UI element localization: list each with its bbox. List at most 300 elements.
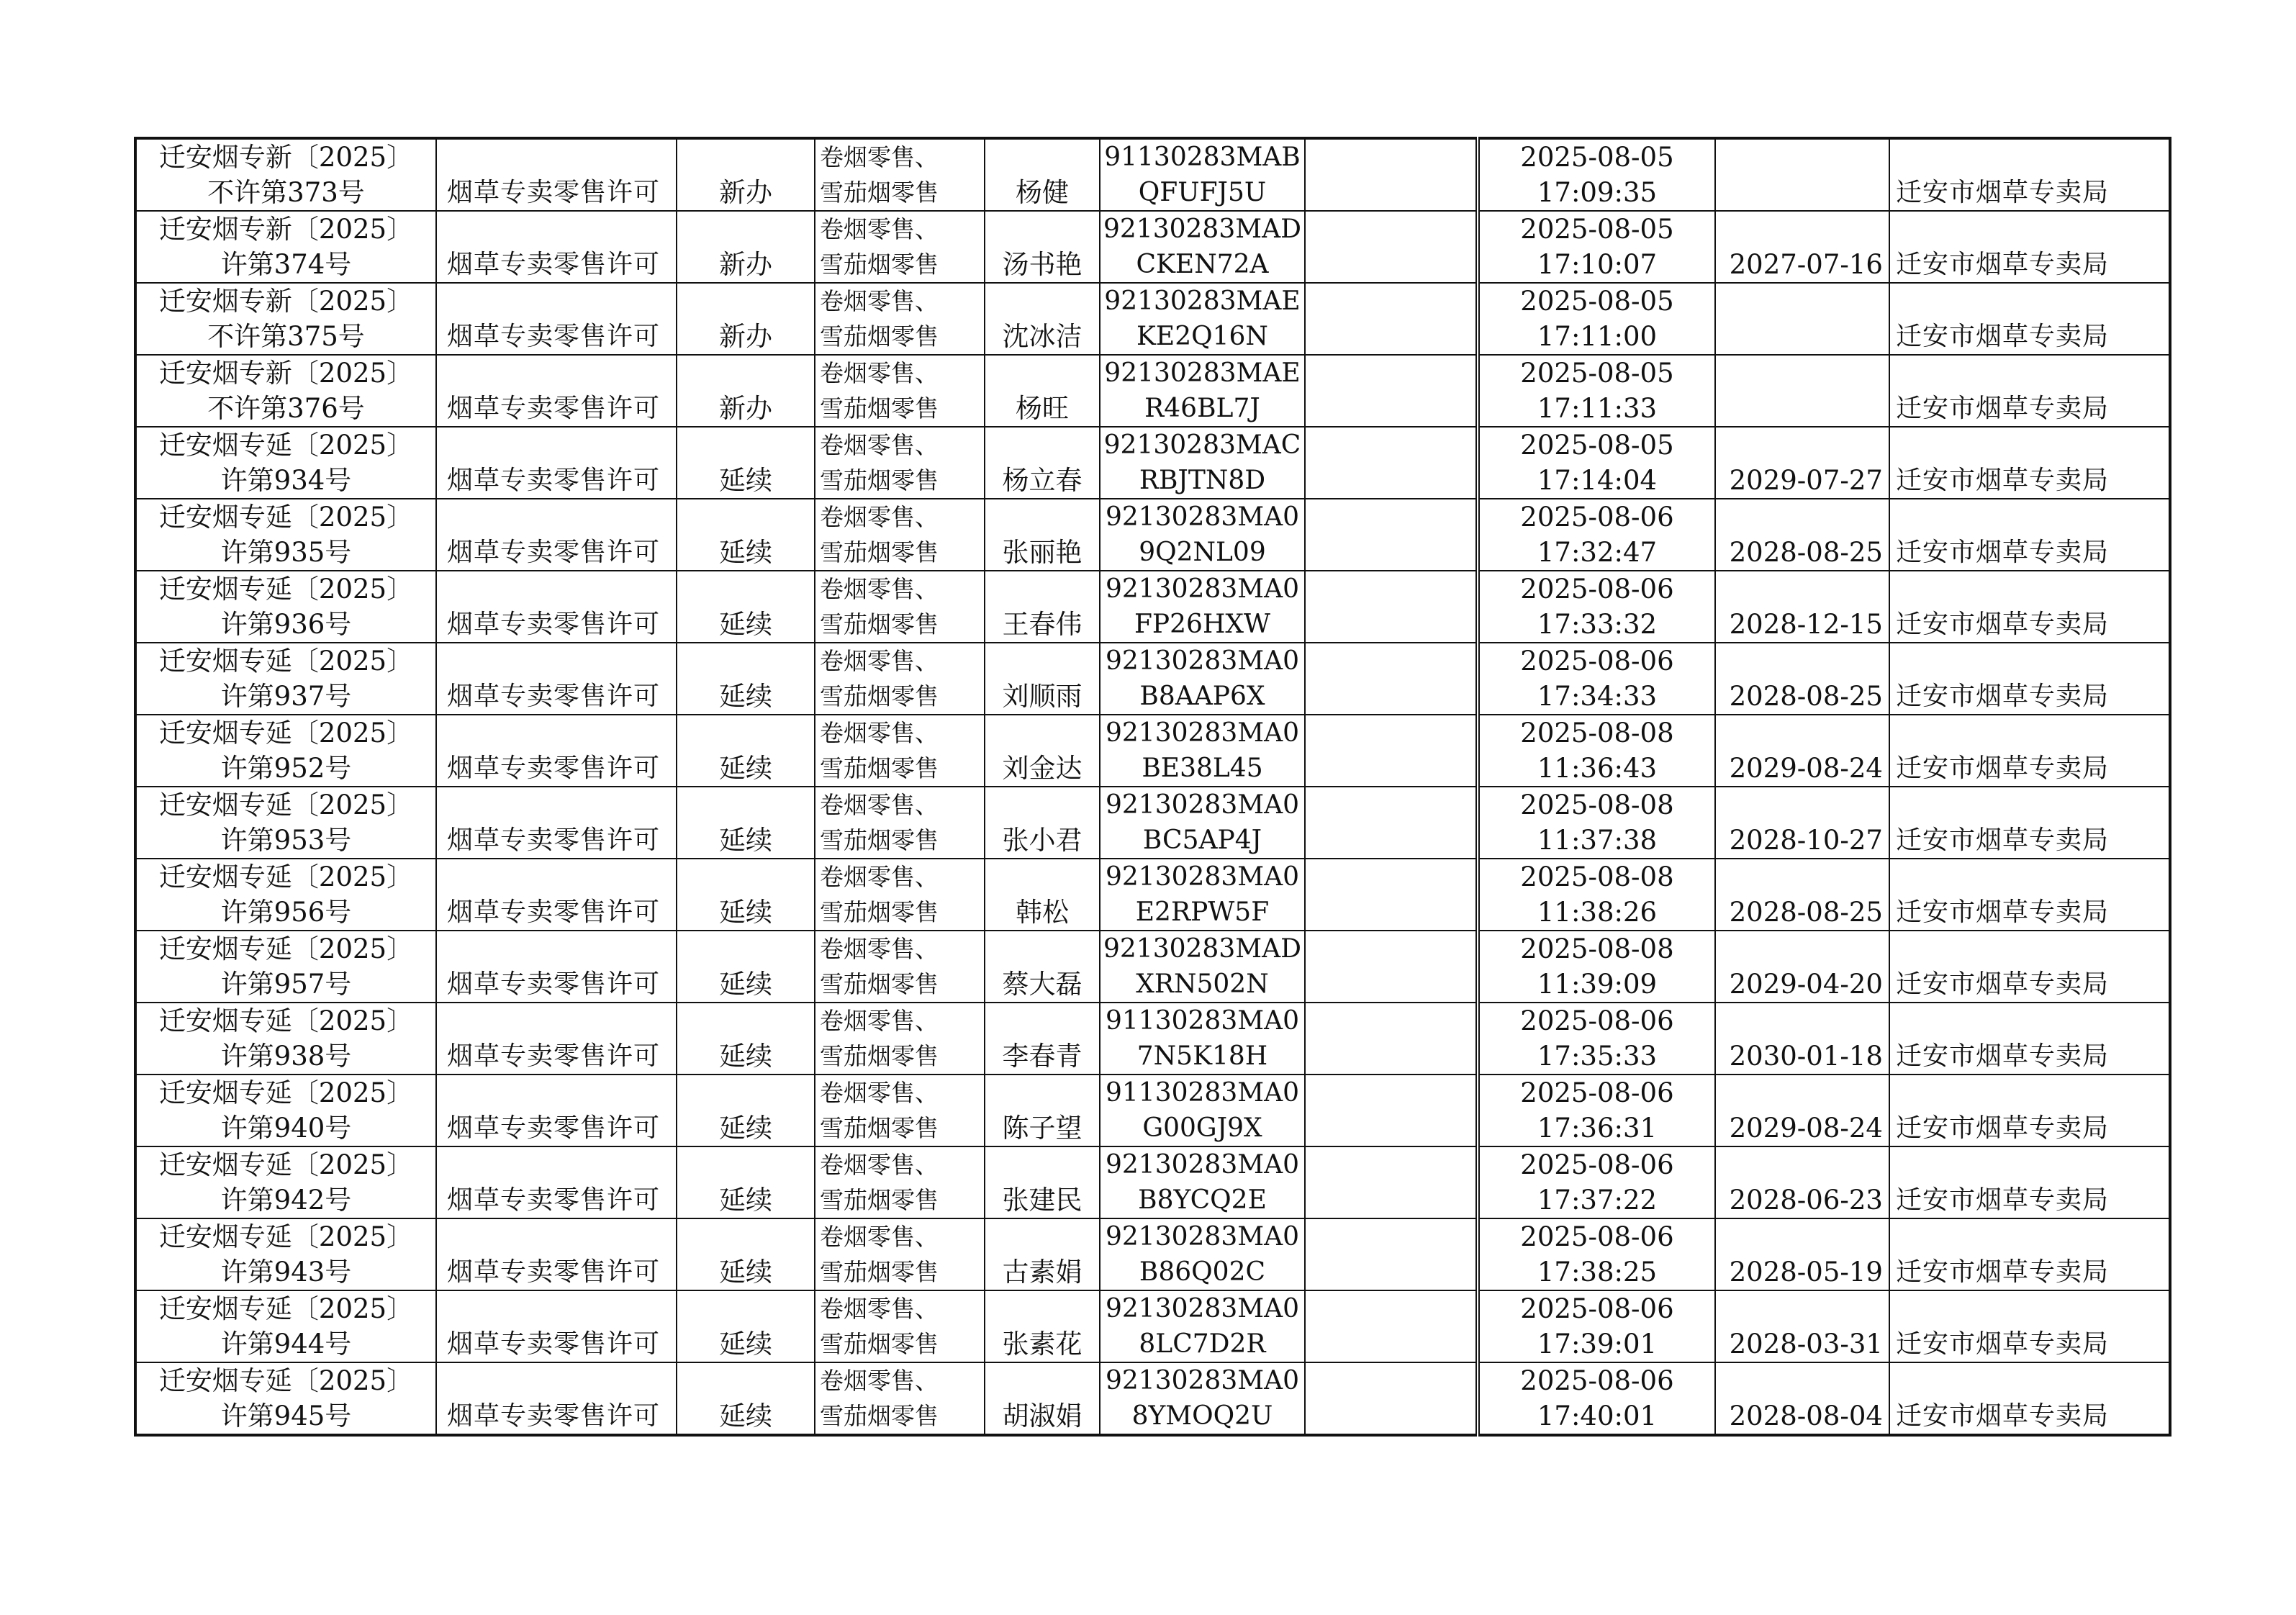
license-number-cell	[135, 1003, 436, 1075]
credit-code-line1: 92130283MA0	[1105, 862, 1299, 892]
business-scope-line2: 雪茄烟零售	[820, 322, 939, 350]
decision-date: 2025-08-05	[1520, 142, 1674, 173]
credit-code-line2: R46BL7J	[1144, 394, 1260, 423]
license-number-line1: 迁安烟专新〔2025〕	[158, 358, 414, 389]
decision-time: 17:11:33	[1537, 393, 1658, 424]
table-row	[135, 1003, 2170, 1075]
license-type-cell: 烟草专卖零售许可	[436, 859, 677, 931]
license-type-cell: 烟草专卖零售许可	[436, 571, 677, 643]
license-type-cell: 烟草专卖零售许可	[436, 1362, 677, 1435]
license-number-line1: 迁安烟专新〔2025〕	[158, 214, 414, 245]
blank-cell	[1305, 643, 1478, 715]
license-number-line2: 许第938号	[220, 1041, 352, 1072]
credit-code-cell	[1100, 1146, 1305, 1218]
decision-date: 2025-08-06	[1520, 574, 1674, 605]
credit-code-line2: B86Q02C	[1139, 1257, 1266, 1287]
business-scope-line1: 卷烟零售、	[820, 215, 939, 243]
decision-date: 2025-08-05	[1520, 286, 1674, 317]
category-cell: 延续	[677, 571, 815, 643]
decision-date: 2025-08-08	[1520, 861, 1674, 892]
credit-code-line2: BC5AP4J	[1142, 825, 1262, 855]
decision-time-cell	[1478, 715, 1715, 787]
decision-time-cell	[1478, 138, 1715, 211]
blank-cell	[1305, 1290, 1478, 1362]
license-type-cell: 烟草专卖零售许可	[436, 1146, 677, 1218]
business-scope-cell	[815, 427, 985, 499]
credit-code-line1: 92130283MA0	[1105, 1222, 1299, 1252]
blank-cell	[1305, 427, 1478, 499]
business-scope-cell	[815, 1146, 985, 1218]
holder-name-cell: 张小君	[985, 787, 1100, 859]
blank-cell	[1305, 1003, 1478, 1075]
license-type-cell: 烟草专卖零售许可	[436, 499, 677, 571]
table-row	[135, 427, 2170, 499]
license-type-cell: 烟草专卖零售许可	[436, 1075, 677, 1146]
business-scope-cell	[815, 283, 985, 355]
blank-cell	[1305, 283, 1478, 355]
license-number-line2: 不许第375号	[207, 321, 365, 352]
blank-cell	[1305, 1146, 1478, 1218]
license-number-line1: 迁安烟专延〔2025〕	[158, 790, 414, 820]
decision-time: 11:37:38	[1537, 825, 1658, 856]
holder-name-cell: 陈子望	[985, 1075, 1100, 1146]
license-number-line1: 迁安烟专延〔2025〕	[158, 933, 414, 964]
business-scope-cell	[815, 643, 985, 715]
business-scope-line2: 雪茄烟零售	[820, 538, 939, 566]
license-number-cell	[135, 283, 436, 355]
decision-time: 17:35:33	[1537, 1041, 1658, 1072]
business-scope-line2: 雪茄烟零售	[820, 970, 939, 998]
table-row	[135, 1218, 2170, 1290]
business-scope-cell	[815, 138, 985, 211]
decision-time-cell	[1478, 1075, 1715, 1146]
credit-code-cell	[1100, 211, 1305, 283]
business-scope-line2: 雪茄烟零售	[820, 1114, 939, 1142]
issuing-office-cell: 迁安市烟草专卖局	[1889, 571, 2170, 643]
blank-cell	[1305, 859, 1478, 931]
category-cell: 延续	[677, 1290, 815, 1362]
expiry-date-cell: 2029-07-27	[1715, 427, 1889, 499]
decision-time: 17:34:33	[1537, 681, 1658, 712]
decision-time: 17:33:32	[1537, 609, 1658, 640]
decision-time-cell	[1478, 283, 1715, 355]
table-row	[135, 571, 2170, 643]
credit-code-line1: 92130283MAE	[1104, 358, 1301, 388]
issuing-office-cell: 迁安市烟草专卖局	[1889, 1362, 2170, 1435]
decision-time: 17:14:04	[1537, 465, 1658, 496]
holder-name-cell: 古素娟	[985, 1218, 1100, 1290]
decision-time-cell	[1478, 859, 1715, 931]
credit-code-line2: E2RPW5F	[1135, 897, 1270, 927]
credit-code-line2: FP26HXW	[1134, 610, 1270, 639]
license-number-line1: 迁安烟专延〔2025〕	[158, 1221, 414, 1252]
credit-code-cell	[1100, 715, 1305, 787]
license-type-cell: 烟草专卖零售许可	[436, 211, 677, 283]
credit-code-line2: G00GJ9X	[1142, 1113, 1262, 1143]
license-type-cell: 烟草专卖零售许可	[436, 643, 677, 715]
license-number-line1: 迁安烟专新〔2025〕	[158, 142, 414, 173]
holder-name-cell: 汤书艳	[985, 211, 1100, 283]
credit-code-line1: 91130283MA0	[1105, 1078, 1299, 1108]
decision-time: 17:37:22	[1537, 1185, 1658, 1216]
credit-code-cell	[1100, 1218, 1305, 1290]
category-cell: 延续	[677, 1075, 815, 1146]
category-cell: 新办	[677, 211, 815, 283]
holder-name-cell: 杨立春	[985, 427, 1100, 499]
credit-code-line1: 91130283MAB	[1104, 142, 1301, 172]
issuing-office-cell: 迁安市烟草专卖局	[1889, 1146, 2170, 1218]
license-number-line2: 许第953号	[220, 825, 352, 856]
credit-code-line1: 92130283MAC	[1103, 430, 1301, 460]
license-number-line2: 许第934号	[220, 465, 352, 496]
business-scope-line1: 卷烟零售、	[820, 143, 939, 171]
expiry-date-cell: 2030-01-18	[1715, 1003, 1889, 1075]
license-number-line2: 许第942号	[220, 1185, 352, 1216]
business-scope-cell	[815, 1218, 985, 1290]
decision-date: 2025-08-06	[1520, 646, 1674, 677]
holder-name-cell: 刘顺雨	[985, 643, 1100, 715]
license-number-line1: 迁安烟专延〔2025〕	[158, 1005, 414, 1036]
expiry-date-cell: 2029-04-20	[1715, 931, 1889, 1003]
category-cell: 新办	[677, 283, 815, 355]
issuing-office-cell: 迁安市烟草专卖局	[1889, 931, 2170, 1003]
license-number-line1: 迁安烟专延〔2025〕	[158, 502, 414, 533]
license-number-line2: 许第956号	[220, 897, 352, 928]
license-type-cell: 烟草专卖零售许可	[436, 1290, 677, 1362]
decision-time-cell	[1478, 427, 1715, 499]
business-scope-cell	[815, 571, 985, 643]
table-row	[135, 1290, 2170, 1362]
credit-code-cell	[1100, 355, 1305, 427]
business-scope-cell	[815, 1003, 985, 1075]
credit-code-line1: 92130283MA0	[1105, 502, 1299, 532]
blank-cell	[1305, 499, 1478, 571]
license-number-line2: 许第945号	[220, 1401, 352, 1431]
license-number-cell	[135, 1218, 436, 1290]
license-number-cell	[135, 1290, 436, 1362]
expiry-date-cell: 2027-07-16	[1715, 211, 1889, 283]
business-scope-line2: 雪茄烟零售	[820, 1402, 939, 1430]
credit-code-line2: RBJTN8D	[1139, 466, 1266, 495]
decision-time: 11:39:09	[1537, 969, 1658, 1000]
credit-code-line2: XRN502N	[1136, 969, 1269, 999]
license-number-cell	[135, 1146, 436, 1218]
license-number-cell	[135, 355, 436, 427]
business-scope-cell	[815, 499, 985, 571]
credit-code-cell	[1100, 499, 1305, 571]
business-scope-line2: 雪茄烟零售	[820, 754, 939, 782]
license-number-line1: 迁安烟专延〔2025〕	[158, 861, 414, 892]
credit-code-line2: BE38L45	[1142, 754, 1263, 783]
expiry-date-cell: 2028-08-25	[1715, 643, 1889, 715]
credit-code-cell	[1100, 1362, 1305, 1435]
category-cell: 新办	[677, 138, 815, 211]
decision-time-cell	[1478, 1362, 1715, 1435]
expiry-date-cell	[1715, 355, 1889, 427]
decision-date: 2025-08-05	[1520, 358, 1674, 389]
credit-code-cell	[1100, 859, 1305, 931]
business-scope-line1: 卷烟零售、	[820, 719, 939, 747]
table-row	[135, 931, 2170, 1003]
license-number-line2: 许第943号	[220, 1257, 352, 1288]
credit-code-line2: KE2Q16N	[1136, 322, 1268, 351]
decision-date: 2025-08-08	[1520, 790, 1674, 820]
holder-name-cell: 张建民	[985, 1146, 1100, 1218]
business-scope-line2: 雪茄烟零售	[820, 394, 939, 422]
business-scope-cell	[815, 1290, 985, 1362]
expiry-date-cell: 2028-10-27	[1715, 787, 1889, 859]
business-scope-line2: 雪茄烟零售	[820, 1186, 939, 1214]
holder-name-cell: 刘金达	[985, 715, 1100, 787]
category-cell: 延续	[677, 1218, 815, 1290]
license-type-cell: 烟草专卖零售许可	[436, 1218, 677, 1290]
business-scope-cell	[815, 355, 985, 427]
expiry-date-cell: 2028-08-04	[1715, 1362, 1889, 1435]
issuing-office-cell: 迁安市烟草专卖局	[1889, 1003, 2170, 1075]
table-row	[135, 1146, 2170, 1218]
business-scope-line1: 卷烟零售、	[820, 1151, 939, 1179]
decision-time-cell	[1478, 211, 1715, 283]
license-number-line2: 许第374号	[220, 249, 352, 280]
business-scope-line1: 卷烟零售、	[820, 935, 939, 963]
decision-time-cell	[1478, 643, 1715, 715]
business-scope-cell	[815, 859, 985, 931]
expiry-date-cell	[1715, 283, 1889, 355]
category-cell: 延续	[677, 1362, 815, 1435]
expiry-date-cell: 2029-08-24	[1715, 715, 1889, 787]
decision-date: 2025-08-05	[1520, 214, 1674, 245]
issuing-office-cell: 迁安市烟草专卖局	[1889, 787, 2170, 859]
table-body	[135, 138, 2170, 1435]
credit-code-line1: 92130283MA0	[1105, 1294, 1299, 1324]
table-row	[135, 1075, 2170, 1146]
credit-code-line2: 8LC7D2R	[1139, 1329, 1266, 1359]
business-scope-line2: 雪茄烟零售	[820, 466, 939, 494]
category-cell: 延续	[677, 715, 815, 787]
table-row	[135, 283, 2170, 355]
blank-cell	[1305, 571, 1478, 643]
decision-time: 17:36:31	[1537, 1113, 1658, 1144]
blank-cell	[1305, 787, 1478, 859]
credit-code-line2: QFUFJ5U	[1138, 178, 1267, 207]
business-scope-line2: 雪茄烟零售	[820, 898, 939, 926]
decision-date: 2025-08-06	[1520, 1365, 1674, 1396]
business-scope-line1: 卷烟零售、	[820, 791, 939, 819]
decision-time: 17:39:01	[1537, 1329, 1658, 1360]
business-scope-line2: 雪茄烟零售	[820, 1258, 939, 1286]
credit-code-line1: 92130283MA0	[1105, 574, 1299, 604]
table-row	[135, 1362, 2170, 1435]
credit-code-line1: 92130283MA0	[1105, 718, 1299, 748]
expiry-date-cell	[1715, 138, 1889, 211]
category-cell: 延续	[677, 427, 815, 499]
issuing-office-cell: 迁安市烟草专卖局	[1889, 643, 2170, 715]
table-row	[135, 787, 2170, 859]
blank-cell	[1305, 1075, 1478, 1146]
holder-name-cell: 杨健	[985, 138, 1100, 211]
business-scope-line1: 卷烟零售、	[820, 863, 939, 891]
credit-code-line1: 92130283MA0	[1105, 1150, 1299, 1180]
holder-name-cell: 韩松	[985, 859, 1100, 931]
blank-cell	[1305, 138, 1478, 211]
license-type-cell: 烟草专卖零售许可	[436, 283, 677, 355]
license-number-line2: 许第940号	[220, 1113, 352, 1144]
business-scope-line2: 雪茄烟零售	[820, 826, 939, 854]
business-scope-line2: 雪茄烟零售	[820, 1042, 939, 1070]
decision-time: 17:32:47	[1537, 537, 1658, 568]
credit-code-line2: B8YCQ2E	[1138, 1185, 1267, 1215]
decision-date: 2025-08-06	[1520, 1149, 1674, 1180]
holder-name-cell: 沈冰洁	[985, 283, 1100, 355]
table-row	[135, 643, 2170, 715]
decision-date: 2025-08-06	[1520, 502, 1674, 533]
category-cell: 新办	[677, 355, 815, 427]
credit-code-cell	[1100, 1075, 1305, 1146]
issuing-office-cell: 迁安市烟草专卖局	[1889, 1218, 2170, 1290]
license-type-cell: 烟草专卖零售许可	[436, 787, 677, 859]
decision-date: 2025-08-05	[1520, 430, 1674, 461]
license-number-line1: 迁安烟专延〔2025〕	[158, 1149, 414, 1180]
decision-date: 2025-08-06	[1520, 1077, 1674, 1108]
business-scope-line1: 卷烟零售、	[820, 575, 939, 603]
credit-code-line1: 92130283MAE	[1104, 286, 1301, 316]
issuing-office-cell: 迁安市烟草专卖局	[1889, 211, 2170, 283]
holder-name-cell: 张素花	[985, 1290, 1100, 1362]
credit-code-line2: 8YMOQ2U	[1131, 1401, 1273, 1431]
license-type-cell: 烟草专卖零售许可	[436, 138, 677, 211]
credit-code-cell	[1100, 1290, 1305, 1362]
decision-time: 17:10:07	[1537, 249, 1658, 280]
blank-cell	[1305, 1218, 1478, 1290]
business-scope-line1: 卷烟零售、	[820, 1223, 939, 1251]
business-scope-line2: 雪茄烟零售	[820, 178, 939, 207]
license-number-cell	[135, 931, 436, 1003]
license-number-line2: 不许第373号	[207, 177, 365, 208]
expiry-date-cell: 2028-08-25	[1715, 499, 1889, 571]
category-cell: 延续	[677, 931, 815, 1003]
holder-name-cell: 蔡大磊	[985, 931, 1100, 1003]
license-number-cell	[135, 715, 436, 787]
issuing-office-cell: 迁安市烟草专卖局	[1889, 715, 2170, 787]
license-number-cell	[135, 643, 436, 715]
credit-code-cell	[1100, 427, 1305, 499]
category-cell: 延续	[677, 787, 815, 859]
decision-time: 11:38:26	[1537, 897, 1658, 928]
license-number-line1: 迁安烟专延〔2025〕	[158, 1077, 414, 1108]
business-scope-line1: 卷烟零售、	[820, 1007, 939, 1035]
business-scope-cell	[815, 931, 985, 1003]
license-number-line1: 迁安烟专延〔2025〕	[158, 1365, 414, 1396]
expiry-date-cell: 2028-06-23	[1715, 1146, 1889, 1218]
license-number-cell	[135, 1075, 436, 1146]
decision-time-cell	[1478, 931, 1715, 1003]
license-table	[134, 137, 2171, 1437]
license-number-line2: 许第935号	[220, 537, 352, 568]
decision-time: 11:36:43	[1537, 753, 1658, 784]
license-number-line1: 迁安烟专延〔2025〕	[158, 1293, 414, 1324]
business-scope-cell	[815, 715, 985, 787]
blank-cell	[1305, 931, 1478, 1003]
business-scope-line1: 卷烟零售、	[820, 287, 939, 315]
expiry-date-cell: 2029-08-24	[1715, 1075, 1889, 1146]
issuing-office-cell: 迁安市烟草专卖局	[1889, 499, 2170, 571]
issuing-office-cell: 迁安市烟草专卖局	[1889, 859, 2170, 931]
credit-code-line1: 92130283MA0	[1105, 1366, 1299, 1395]
license-number-line1: 迁安烟专延〔2025〕	[158, 718, 414, 748]
license-number-line1: 迁安烟专延〔2025〕	[158, 430, 414, 461]
decision-time: 17:38:25	[1537, 1257, 1658, 1288]
license-number-cell	[135, 1362, 436, 1435]
license-number-line1: 迁安烟专延〔2025〕	[158, 574, 414, 605]
credit-code-cell	[1100, 643, 1305, 715]
decision-time-cell	[1478, 1003, 1715, 1075]
issuing-office-cell: 迁安市烟草专卖局	[1889, 283, 2170, 355]
credit-code-cell	[1100, 931, 1305, 1003]
credit-code-cell	[1100, 283, 1305, 355]
table-row	[135, 715, 2170, 787]
category-cell: 延续	[677, 1146, 815, 1218]
decision-time-cell	[1478, 571, 1715, 643]
table-row	[135, 211, 2170, 283]
business-scope-line1: 卷烟零售、	[820, 503, 939, 531]
blank-cell	[1305, 1362, 1478, 1435]
issuing-office-cell: 迁安市烟草专卖局	[1889, 1075, 2170, 1146]
blank-cell	[1305, 715, 1478, 787]
decision-time: 17:11:00	[1537, 321, 1658, 352]
issuing-office-cell: 迁安市烟草专卖局	[1889, 427, 2170, 499]
business-scope-line1: 卷烟零售、	[820, 431, 939, 459]
category-cell: 延续	[677, 643, 815, 715]
holder-name-cell: 胡淑娟	[985, 1362, 1100, 1435]
issuing-office-cell: 迁安市烟草专卖局	[1889, 138, 2170, 211]
credit-code-cell	[1100, 787, 1305, 859]
license-number-line1: 迁安烟专延〔2025〕	[158, 646, 414, 677]
table-row	[135, 499, 2170, 571]
table-row	[135, 138, 2170, 211]
license-number-line2: 许第937号	[220, 681, 352, 712]
business-scope-line2: 雪茄烟零售	[820, 610, 939, 638]
decision-time-cell	[1478, 1146, 1715, 1218]
table-row	[135, 859, 2170, 931]
license-number-cell	[135, 571, 436, 643]
credit-code-line1: 92130283MA0	[1105, 646, 1299, 676]
license-number-line2: 许第936号	[220, 609, 352, 640]
business-scope-line2: 雪茄烟零售	[820, 682, 939, 710]
holder-name-cell: 王春伟	[985, 571, 1100, 643]
credit-code-cell	[1100, 571, 1305, 643]
license-number-cell	[135, 499, 436, 571]
business-scope-line1: 卷烟零售、	[820, 359, 939, 387]
business-scope-line1: 卷烟零售、	[820, 1367, 939, 1395]
decision-date: 2025-08-08	[1520, 933, 1674, 964]
license-number-line2: 许第944号	[220, 1329, 352, 1360]
license-type-cell: 烟草专卖零售许可	[436, 1003, 677, 1075]
decision-time-cell	[1478, 499, 1715, 571]
category-cell: 延续	[677, 499, 815, 571]
credit-code-line2: B8AAP6X	[1139, 682, 1265, 711]
credit-code-cell	[1100, 138, 1305, 211]
holder-name-cell: 杨旺	[985, 355, 1100, 427]
credit-code-line2: 9Q2NL09	[1139, 538, 1266, 567]
license-type-cell: 烟草专卖零售许可	[436, 931, 677, 1003]
license-number-cell	[135, 138, 436, 211]
business-scope-line2: 雪茄烟零售	[820, 1330, 939, 1358]
business-scope-cell	[815, 787, 985, 859]
credit-code-line1: 92130283MAD	[1103, 214, 1301, 244]
license-number-line1: 迁安烟专新〔2025〕	[158, 286, 414, 317]
expiry-date-cell: 2028-08-25	[1715, 859, 1889, 931]
decision-date: 2025-08-06	[1520, 1293, 1674, 1324]
